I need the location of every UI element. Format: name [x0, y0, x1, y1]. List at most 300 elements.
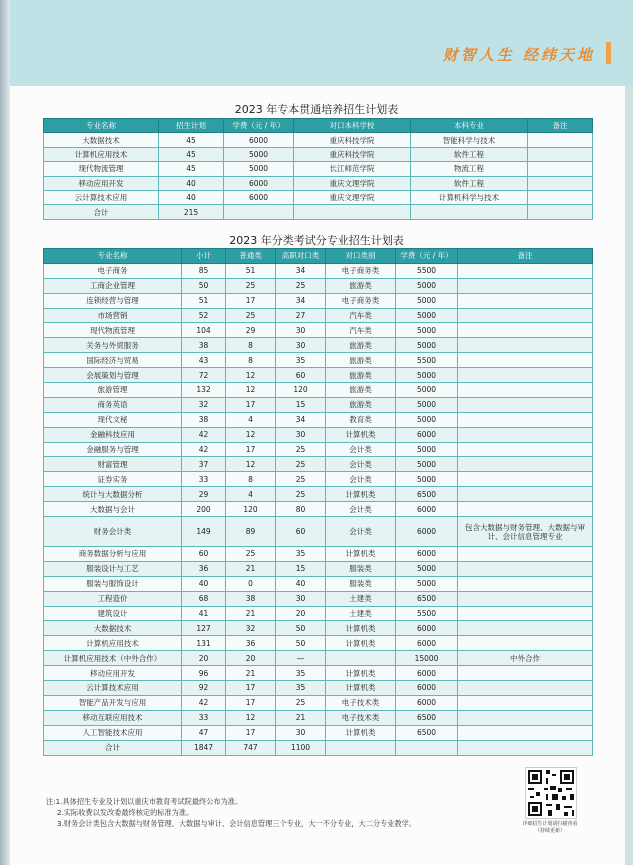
table1-body: [44, 133, 593, 219]
table-cell: [458, 621, 593, 636]
table-cell: 30: [276, 591, 326, 606]
table-row: [44, 636, 593, 651]
note-1: 注:1.具体招生专业及计划以重庆市教育考试院最终公布为准。: [46, 797, 243, 806]
note-3: 3.财务会计类包含大数据与财务管理、大数据与审计、会计信息管理三个专业，大一不分专业，大二分专业教学。: [57, 819, 417, 828]
table-cell: 4: [226, 487, 276, 502]
table-cell: 25: [276, 442, 326, 457]
table-row: [44, 205, 593, 219]
slogan-accent-bar: [606, 42, 611, 64]
table-row: [44, 502, 593, 517]
table-cell: 40: [159, 190, 224, 204]
table-cell: 6000: [396, 427, 458, 442]
table-cell: 5000: [396, 442, 458, 457]
table-cell: [458, 695, 593, 710]
table-cell: 重庆科技学院: [294, 147, 411, 161]
table-row: [44, 695, 593, 710]
table-cell: [458, 576, 593, 591]
table-cell: 6000: [396, 547, 458, 562]
table-cell: 会计类: [326, 517, 396, 547]
table-row: [44, 740, 593, 755]
table-row: [44, 487, 593, 502]
table-cell: [458, 606, 593, 621]
table-cell: 电子商务: [44, 263, 182, 278]
table-cell: 29: [182, 487, 226, 502]
table-cell: 6000: [224, 176, 294, 190]
table-cell: 38: [182, 338, 226, 353]
table-cell: 大数据技术: [44, 133, 159, 147]
table-cell: 计算机应用技术: [44, 636, 182, 651]
table-cell: 25: [276, 472, 326, 487]
table-cell: [458, 442, 593, 457]
table-cell: [458, 338, 593, 353]
table-row: [44, 147, 593, 161]
table-cell: 软件工程: [411, 147, 528, 161]
table-cell: [458, 397, 593, 412]
table-cell: [528, 205, 593, 219]
table-cell: 5000: [396, 308, 458, 323]
table-cell: [528, 147, 593, 161]
table-cell: 会展策划与管理: [44, 368, 182, 383]
table-cell: 服装类: [326, 576, 396, 591]
table-cell: [528, 133, 593, 147]
table-cell: [458, 427, 593, 442]
table-cell: 物流工程: [411, 162, 528, 176]
table-cell: 计算机类: [326, 547, 396, 562]
table-cell: 智能科学与技术: [411, 133, 528, 147]
table-row: [44, 517, 593, 547]
table-cell: 财富管理: [44, 457, 182, 472]
table-cell: 6000: [396, 517, 458, 547]
table-cell: 证券实务: [44, 472, 182, 487]
table-cell: 会计类: [326, 502, 396, 517]
table-cell: [396, 740, 458, 755]
table-cell: 21: [226, 666, 276, 681]
table-cell: [411, 205, 528, 219]
table-cell: [458, 710, 593, 725]
table-cell: 商务英语: [44, 397, 182, 412]
table-cell: 旅游管理: [44, 383, 182, 398]
table-cell: 120: [276, 383, 326, 398]
table-cell: 计算机科学与技术: [411, 190, 528, 204]
table-cell: 20: [276, 606, 326, 621]
table-cell: 5000: [396, 457, 458, 472]
table-row: [44, 681, 593, 696]
table-cell: 旅游类: [326, 278, 396, 293]
column-header: 学费（元 / 年）: [224, 119, 294, 133]
table-cell: 6500: [396, 725, 458, 740]
note-2: 2.实际收费以发改委最终核定的标准为准。: [57, 808, 194, 817]
table-cell: 149: [182, 517, 226, 547]
table1-header-row: [44, 119, 593, 133]
table-cell: 5000: [396, 278, 458, 293]
table-cell: 汽车类: [326, 323, 396, 338]
table-cell: 215: [159, 205, 224, 219]
table-row: [44, 442, 593, 457]
table-cell: 商务数据分析与应用: [44, 547, 182, 562]
column-header: 本科专业: [411, 119, 528, 133]
table-cell: 42: [182, 442, 226, 457]
table-cell: 96: [182, 666, 226, 681]
table-row: [44, 308, 593, 323]
table-cell: 12: [226, 457, 276, 472]
table-cell: 计算机类: [326, 427, 396, 442]
table-cell: 5000: [396, 368, 458, 383]
table-cell: 5000: [396, 576, 458, 591]
table-cell: 5000: [396, 397, 458, 412]
table-row: [44, 576, 593, 591]
table-row: [44, 472, 593, 487]
table-cell: 25: [226, 278, 276, 293]
table-cell: 120: [226, 502, 276, 517]
table-cell: 教育类: [326, 412, 396, 427]
table-cell: 30: [276, 725, 326, 740]
table-cell: 36: [226, 636, 276, 651]
table-cell: 37: [182, 457, 226, 472]
table-cell: 51: [226, 263, 276, 278]
cover-edge: [625, 86, 633, 865]
table-cell: 移动互联应用技术: [44, 710, 182, 725]
table-cell: 旅游类: [326, 383, 396, 398]
table-cell: 25: [226, 547, 276, 562]
table-cell: 会计类: [326, 472, 396, 487]
table-cell: 服装与服饰设计: [44, 576, 182, 591]
table-cell: 17: [226, 681, 276, 696]
table-cell: 现代物流管理: [44, 162, 159, 176]
table-row: [44, 190, 593, 204]
table-cell: 6500: [396, 487, 458, 502]
table-cell: 20: [182, 651, 226, 666]
table-cell: 计算机类: [326, 621, 396, 636]
table-cell: 51: [182, 293, 226, 308]
table-row: [44, 176, 593, 190]
table-cell: 15: [276, 397, 326, 412]
table-cell: 35: [276, 547, 326, 562]
table-cell: 30: [276, 338, 326, 353]
table-cell: [458, 591, 593, 606]
table-cell: 大数据与会计: [44, 502, 182, 517]
table-cell: 30: [276, 427, 326, 442]
table-cell: 计算机应用技术（中外合作）: [44, 651, 182, 666]
table-cell: 38: [182, 412, 226, 427]
table-cell: 85: [182, 263, 226, 278]
slogan: 财智人生 经纬天地: [442, 46, 595, 64]
table-cell: —: [276, 651, 326, 666]
table-cell: 50: [182, 278, 226, 293]
table-cell: [458, 308, 593, 323]
table-row: [44, 561, 593, 576]
table-cell: 6000: [224, 133, 294, 147]
table-cell: 104: [182, 323, 226, 338]
table-row: [44, 591, 593, 606]
table-cell: [458, 740, 593, 755]
table-cell: [294, 205, 411, 219]
qr-code-icon[interactable]: [525, 767, 577, 819]
table-cell: 国际经济与贸易: [44, 353, 182, 368]
table-cell: 旅游类: [326, 397, 396, 412]
table-cell: 5500: [396, 606, 458, 621]
table-cell: [458, 353, 593, 368]
table-cell: 21: [226, 561, 276, 576]
table-cell: 45: [159, 147, 224, 161]
table-cell: 5000: [224, 147, 294, 161]
column-header: 高职对口类: [276, 249, 326, 264]
table-row: [44, 666, 593, 681]
table-cell: 25: [276, 487, 326, 502]
table-cell: 8: [226, 353, 276, 368]
table-cell: 连锁经营与管理: [44, 293, 182, 308]
table-cell: 5000: [396, 338, 458, 353]
table-row: [44, 457, 593, 472]
table-cell: 中外合作: [458, 651, 593, 666]
table-cell: 合计: [44, 740, 182, 755]
header-band: [0, 0, 633, 86]
table-cell: 0: [226, 576, 276, 591]
table-cell: 1100: [276, 740, 326, 755]
table-cell: 服装类: [326, 561, 396, 576]
table-cell: 5000: [396, 383, 458, 398]
table-cell: 32: [182, 397, 226, 412]
table-cell: 5000: [396, 472, 458, 487]
table-cell: 旅游类: [326, 338, 396, 353]
table-cell: 人工智能技术应用: [44, 725, 182, 740]
table-row: [44, 383, 593, 398]
column-header: 专业名称: [44, 249, 182, 264]
table-cell: 80: [276, 502, 326, 517]
table-cell: 132: [182, 383, 226, 398]
table-cell: 35: [276, 353, 326, 368]
table-cell: 33: [182, 472, 226, 487]
table-cell: 43: [182, 353, 226, 368]
table-enrollment-plan: [43, 248, 593, 756]
table-cell: 6000: [396, 681, 458, 696]
table-cell: 8: [226, 472, 276, 487]
table-cell: [528, 162, 593, 176]
table-cell: 计算机应用技术: [44, 147, 159, 161]
table-cell: [458, 502, 593, 517]
table-cell: 29: [226, 323, 276, 338]
table-row: [44, 133, 593, 147]
table-cell: 市场营销: [44, 308, 182, 323]
table-cell: 财务会计类: [44, 517, 182, 547]
column-header: 招生计划: [159, 119, 224, 133]
table-cell: 8: [226, 338, 276, 353]
table-cell: [458, 472, 593, 487]
table-cell: 统计与大数据分析: [44, 487, 182, 502]
table-cell: 计算机类: [326, 725, 396, 740]
table-cell: 6000: [396, 636, 458, 651]
table-cell: 127: [182, 621, 226, 636]
page-spine: [0, 0, 10, 865]
table-cell: 60: [276, 517, 326, 547]
table2-body: [44, 263, 593, 755]
table-cell: [458, 725, 593, 740]
table-cell: 34: [276, 412, 326, 427]
table-cell: [326, 651, 396, 666]
table-cell: 15: [276, 561, 326, 576]
table-row: [44, 368, 593, 383]
table-cell: 5500: [396, 263, 458, 278]
qr-caption: [510, 821, 590, 835]
table-cell: 30: [276, 323, 326, 338]
table-row: [44, 710, 593, 725]
table-cell: 72: [182, 368, 226, 383]
table-cell: 50: [276, 636, 326, 651]
table-cell: 计算机类: [326, 681, 396, 696]
table-cell: 50: [276, 621, 326, 636]
table-cell: 合计: [44, 205, 159, 219]
column-header: 小计: [182, 249, 226, 264]
table-cell: 云计算技术应用: [44, 190, 159, 204]
table-cell: 35: [276, 666, 326, 681]
column-header: 备注: [528, 119, 593, 133]
table-cell: [458, 323, 593, 338]
table-cell: 40: [159, 176, 224, 190]
table-cell: [458, 278, 593, 293]
table-cell: [458, 681, 593, 696]
table-cell: 38: [226, 591, 276, 606]
table-cell: 移动应用开发: [44, 666, 182, 681]
table-cell: 重庆文理学院: [294, 190, 411, 204]
table-row: [44, 278, 593, 293]
table-cell: 关务与外贸服务: [44, 338, 182, 353]
table-joint-program: [43, 118, 593, 220]
table-cell: 云计算技术应用: [44, 681, 182, 696]
table-cell: 4: [226, 412, 276, 427]
table-cell: 34: [276, 263, 326, 278]
table-cell: [528, 176, 593, 190]
table-cell: 土建类: [326, 591, 396, 606]
table-cell: 长江师范学院: [294, 162, 411, 176]
table-cell: 17: [226, 725, 276, 740]
table-cell: 15000: [396, 651, 458, 666]
table-cell: 21: [276, 710, 326, 725]
table-cell: 42: [182, 427, 226, 442]
table-cell: [458, 561, 593, 576]
footnotes: [46, 796, 506, 829]
table-cell: 60: [182, 547, 226, 562]
table-cell: 6000: [396, 502, 458, 517]
table2-title: 2023 年分类考试分专业招生计划表: [229, 234, 404, 247]
table-cell: 25: [226, 308, 276, 323]
table-cell: 工商企业管理: [44, 278, 182, 293]
table-cell: 5000: [396, 293, 458, 308]
table-cell: [458, 368, 593, 383]
table-cell: 45: [159, 162, 224, 176]
table-cell: 计算机类: [326, 666, 396, 681]
table-cell: 89: [226, 517, 276, 547]
table-row: [44, 547, 593, 562]
table-cell: 智能产品开发与应用: [44, 695, 182, 710]
column-header: 学费（元 / 年）: [396, 249, 458, 264]
table-cell: 6500: [396, 710, 458, 725]
table-cell: 41: [182, 606, 226, 621]
table-cell: 12: [226, 710, 276, 725]
column-header: 备注: [458, 249, 593, 264]
table-cell: 47: [182, 725, 226, 740]
table-cell: 6000: [396, 695, 458, 710]
table-cell: [528, 190, 593, 204]
table-cell: 12: [226, 383, 276, 398]
table-cell: [326, 740, 396, 755]
table-cell: 42: [182, 695, 226, 710]
table-cell: 土建类: [326, 606, 396, 621]
table-cell: 33: [182, 710, 226, 725]
table-row: [44, 621, 593, 636]
table-cell: 60: [276, 368, 326, 383]
table-cell: 电子商务类: [326, 293, 396, 308]
table-row: [44, 606, 593, 621]
table-cell: 92: [182, 681, 226, 696]
table-cell: 6000: [396, 621, 458, 636]
table-cell: 移动应用开发: [44, 176, 159, 190]
table-cell: 52: [182, 308, 226, 323]
table-cell: 6500: [396, 591, 458, 606]
table-cell: 旅游类: [326, 353, 396, 368]
table-row: [44, 323, 593, 338]
table-row: [44, 353, 593, 368]
table-cell: 电子技术类: [326, 710, 396, 725]
qr-caption-line2: （持续更新）: [534, 828, 565, 834]
table-row: [44, 263, 593, 278]
table-cell: [458, 383, 593, 398]
table-row: [44, 162, 593, 176]
column-header: 对口本科学校: [294, 119, 411, 133]
table-cell: 131: [182, 636, 226, 651]
table-cell: 25: [276, 457, 326, 472]
table-cell: [458, 293, 593, 308]
table-cell: 34: [276, 293, 326, 308]
table-cell: 35: [276, 681, 326, 696]
table-cell: 计算机类: [326, 636, 396, 651]
table2-header-row: [44, 249, 593, 264]
table-cell: 36: [182, 561, 226, 576]
table-cell: 747: [226, 740, 276, 755]
qr-caption-line1: 详细招生计划请扫描查看: [522, 821, 578, 827]
table-cell: 包含大数据与财务管理、大数据与审计、会计信息管理专业: [458, 517, 593, 547]
table-cell: 20: [226, 651, 276, 666]
table-cell: 68: [182, 591, 226, 606]
column-header: 专业名称: [44, 119, 159, 133]
table-row: [44, 338, 593, 353]
table-cell: 现代物流管理: [44, 323, 182, 338]
table-cell: 电子技术类: [326, 695, 396, 710]
table-row: [44, 293, 593, 308]
table-cell: 32: [226, 621, 276, 636]
table-cell: 会计类: [326, 457, 396, 472]
table-cell: 45: [159, 133, 224, 147]
table-cell: 12: [226, 427, 276, 442]
table-cell: 21: [226, 606, 276, 621]
table-cell: [458, 487, 593, 502]
table-cell: 17: [226, 442, 276, 457]
table-row: [44, 651, 593, 666]
table-cell: 重庆文理学院: [294, 176, 411, 190]
table-cell: 5500: [396, 353, 458, 368]
table-cell: 25: [276, 695, 326, 710]
table-cell: 17: [226, 293, 276, 308]
table-cell: 40: [276, 576, 326, 591]
table-row: [44, 412, 593, 427]
table-cell: 17: [226, 695, 276, 710]
table-cell: 金融科技应用: [44, 427, 182, 442]
table-cell: [458, 263, 593, 278]
table-cell: [458, 457, 593, 472]
table-cell: 17: [226, 397, 276, 412]
table-cell: 电子商务类: [326, 263, 396, 278]
table-cell: 建筑设计: [44, 606, 182, 621]
table-cell: 工程造价: [44, 591, 182, 606]
column-header: 普通类: [226, 249, 276, 264]
